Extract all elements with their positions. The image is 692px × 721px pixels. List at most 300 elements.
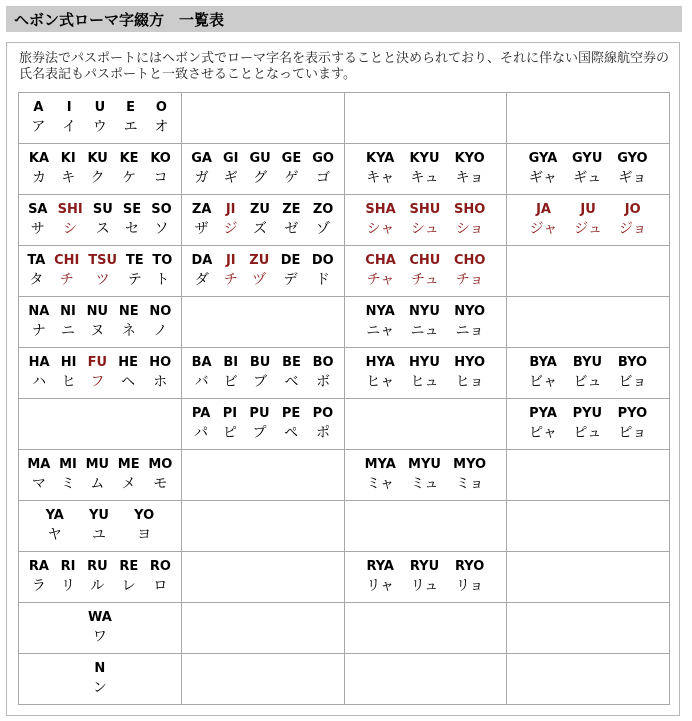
syllable-group (182, 399, 344, 449)
katakana-label: ビ (223, 374, 238, 390)
syllable-group (507, 195, 669, 245)
syllable-group (345, 246, 507, 296)
katakana-label: ギャ (528, 170, 557, 186)
syllable (124, 99, 138, 137)
syllable-group (19, 348, 181, 398)
katakana-label: カ (31, 170, 46, 186)
katakana-label: ン (92, 680, 107, 696)
syllable (282, 354, 301, 392)
romaji-label: PU (249, 406, 270, 421)
romaji-label: N (94, 661, 106, 676)
syllable (409, 303, 440, 341)
syllable (149, 303, 171, 341)
syllable-group (182, 348, 344, 398)
romaji-label: MYO (453, 457, 487, 472)
intro-text: 旅券法でパスポートにはヘボン式でローマ字名を表示することと決められており、それに伴ない国際線航空券の氏名表記もパスポートと一致させることとなっています。 (19, 51, 670, 82)
katakana-label: ル (90, 578, 105, 594)
syllable-group (19, 246, 181, 296)
romaji-label: CHA (365, 253, 396, 268)
romaji-label: SA (28, 202, 48, 217)
romaji-label: PI (222, 406, 238, 421)
syllable (454, 252, 485, 290)
romaji-label: KYU (409, 151, 440, 166)
table-cell (19, 501, 182, 552)
katakana-label: ピョ (618, 425, 647, 441)
table-cell (507, 93, 670, 144)
syllable-group (19, 195, 181, 245)
katakana-label: ジュ (574, 221, 602, 237)
table-cell (19, 297, 182, 348)
romaji-label: MU (85, 457, 110, 472)
katakana-label: ヨ (137, 527, 152, 543)
table-cell (181, 246, 344, 297)
romaji-label: DO (311, 253, 334, 268)
katakana-label: ピャ (529, 425, 558, 441)
katakana-label: ニ (60, 323, 75, 339)
syllable (249, 405, 269, 443)
content-box (6, 42, 680, 716)
table-cell (344, 195, 507, 246)
romaji-label: TA (27, 253, 46, 268)
table-cell (181, 603, 344, 654)
romaji-label: BO (312, 355, 334, 370)
table-cell (181, 195, 344, 246)
table-cell (507, 348, 670, 399)
syllable (148, 456, 172, 494)
syllable (154, 99, 168, 137)
syllable (61, 558, 76, 596)
syllable (223, 405, 237, 443)
syllable (93, 201, 113, 239)
syllable (31, 99, 45, 137)
romaji-label: E (126, 100, 136, 115)
romaji-label: BE (282, 355, 301, 370)
syllable (118, 354, 138, 392)
romaji-label: PO (312, 406, 334, 421)
katakana-label: リョ (455, 578, 484, 594)
syllable (123, 201, 141, 239)
romaji-label: HA (28, 355, 50, 370)
romaji-label: CHI (54, 253, 80, 268)
table-cell (181, 552, 344, 603)
romaji-label: MYU (408, 457, 441, 472)
syllable (28, 201, 47, 239)
romaji-label: PE (281, 406, 301, 421)
syllable-group (19, 501, 181, 551)
katakana-label: ミ (60, 476, 75, 492)
syllable (118, 456, 140, 494)
romaji-label: NYU (409, 304, 440, 319)
syllable (88, 609, 112, 647)
katakana-label: コ (153, 170, 168, 186)
romaji-label: SHU (409, 202, 441, 217)
table-row (19, 603, 670, 654)
syllable (29, 354, 50, 392)
table-cell (19, 144, 182, 195)
katakana-label: ニャ (366, 323, 395, 339)
katakana-label: キャ (366, 170, 395, 186)
table-row (19, 654, 670, 705)
katakana-label: シャ (366, 221, 395, 237)
romaji-label: I (66, 100, 72, 115)
syllable (574, 201, 602, 239)
table-row (19, 195, 670, 246)
syllable (150, 150, 171, 188)
katakana-label: ウ (92, 119, 107, 135)
romaji-label: FU (87, 355, 108, 370)
romaji-label: HYO (454, 355, 486, 370)
syllable-group (507, 144, 669, 194)
romaji-label: HYU (409, 355, 440, 370)
katakana-label: ゴ (316, 170, 331, 186)
table-cell (19, 195, 182, 246)
syllable (150, 558, 171, 596)
syllable (366, 303, 395, 341)
romaji-label: PA (191, 406, 211, 421)
syllable (618, 405, 648, 443)
syllable (93, 99, 107, 137)
romaji-label: RYA (366, 559, 394, 574)
syllable-group (19, 603, 181, 653)
katakana-label: ペ (284, 425, 299, 441)
table-cell (507, 246, 670, 297)
romaji-label: BYU (572, 355, 603, 370)
katakana-label: ベ (284, 374, 299, 390)
romaji-label: DE (280, 253, 301, 268)
syllable-group (507, 399, 669, 449)
romaji-label: CHU (409, 253, 441, 268)
table-cell (19, 93, 182, 144)
romaji-label: SO (151, 202, 172, 217)
katakana-label: ゾ (316, 221, 331, 237)
katakana-label: ギョ (618, 170, 647, 186)
katakana-label: ガ (194, 170, 209, 186)
syllable (87, 303, 108, 341)
romaji-label: GI (222, 151, 239, 166)
syllable (29, 150, 49, 188)
romaji-label: SHA (365, 202, 396, 217)
table-cell (344, 399, 507, 450)
katakana-label: ミュ (410, 476, 439, 492)
table-cell (344, 450, 507, 501)
romaji-label: RYO (454, 559, 485, 574)
romaji-label: PYA (529, 406, 557, 421)
katakana-label: ト (155, 272, 170, 288)
katakana-label: ヘ (121, 374, 136, 390)
syllable (250, 354, 270, 392)
katakana-label: ザ (194, 221, 209, 237)
romaji-label: KI (60, 151, 76, 166)
romaji-label: MO (148, 457, 173, 472)
syllable (313, 354, 334, 392)
romaji-label: BI (223, 355, 239, 370)
romaji-label: RO (149, 559, 171, 574)
katakana-label: ア (31, 119, 46, 135)
syllable (282, 201, 300, 239)
table-cell (344, 552, 507, 603)
romaji-label: CHO (453, 253, 486, 268)
syllable (62, 99, 76, 137)
katakana-label: ジョ (618, 221, 647, 237)
syllable (87, 150, 107, 188)
syllable (366, 150, 394, 188)
table-cell (181, 399, 344, 450)
romaji-label: ZU (249, 253, 270, 268)
syllable (88, 252, 117, 290)
katakana-label: チ (223, 272, 238, 288)
syllable (192, 201, 212, 239)
katakana-label: ギュ (573, 170, 602, 186)
romaji-label: GO (312, 151, 334, 166)
romaji-label: NE (118, 304, 139, 319)
syllable (365, 456, 396, 494)
katakana-label: シュ (410, 221, 439, 237)
syllable-group (19, 552, 181, 602)
table-cell (344, 501, 507, 552)
romaji-label: NO (149, 304, 172, 319)
romaji-label: HO (149, 355, 172, 370)
syllable-group (345, 348, 507, 398)
syllable-group (345, 552, 507, 602)
katakana-label: ニュ (410, 323, 439, 339)
romaji-label: BA (191, 355, 212, 370)
syllable (282, 150, 302, 188)
romaji-label: JU (580, 202, 596, 217)
syllable (410, 558, 439, 596)
table-cell (507, 195, 670, 246)
katakana-label: ナ (31, 323, 46, 339)
syllable (365, 252, 395, 290)
romaji-label: BU (249, 355, 271, 370)
syllable (120, 150, 139, 188)
katakana-label: ミャ (366, 476, 395, 492)
syllable (282, 405, 300, 443)
syllable (573, 405, 603, 443)
katakana-label: フ (90, 374, 105, 390)
syllable-group (19, 450, 181, 500)
katakana-label: リ (60, 578, 75, 594)
syllable (529, 150, 558, 188)
syllable (93, 660, 107, 698)
syllable (46, 507, 64, 545)
table-cell (181, 93, 344, 144)
syllable (126, 252, 144, 290)
romaji-label: YO (134, 508, 155, 523)
romaji-table (18, 92, 670, 705)
syllable (454, 354, 485, 392)
romaji-label: SHO (454, 202, 486, 217)
romaji-label: KYO (454, 151, 485, 166)
katakana-label: ソ (154, 221, 169, 237)
romaji-label: RA (28, 559, 49, 574)
table-cell (19, 603, 182, 654)
katakana-label: ダ (194, 272, 209, 288)
table-cell (181, 348, 344, 399)
romaji-label: JO (624, 202, 641, 217)
syllable (366, 558, 394, 596)
katakana-label: チョ (455, 272, 484, 288)
katakana-label: プ (252, 425, 267, 441)
syllable-group (345, 297, 507, 347)
katakana-label: サ (30, 221, 45, 237)
katakana-label: ゼ (284, 221, 299, 237)
table-cell (507, 552, 670, 603)
syllable-group (19, 93, 181, 143)
katakana-label: ピ (222, 425, 237, 441)
romaji-label: JI (225, 202, 236, 217)
romaji-label: JI (225, 253, 236, 268)
katakana-label: タ (29, 272, 44, 288)
syllable (86, 456, 110, 494)
romaji-label: JA (536, 202, 551, 217)
syllable (58, 201, 83, 239)
syllable-group (182, 246, 344, 296)
table-cell (507, 399, 670, 450)
syllable (151, 201, 171, 239)
table-cell (344, 603, 507, 654)
romaji-label: ZA (191, 202, 212, 217)
romaji-label: HYA (365, 355, 395, 370)
romaji-label: SE (122, 202, 142, 217)
katakana-label: ラ (31, 578, 46, 594)
romaji-label: PYU (572, 406, 603, 421)
katakana-label: ヒョ (455, 374, 484, 390)
table-cell (507, 654, 670, 705)
romaji-label: U (94, 100, 106, 115)
katakana-label: ゲ (284, 170, 299, 186)
romaji-label: RU (87, 559, 108, 574)
syllable (572, 150, 602, 188)
katakana-label: エ (123, 119, 138, 135)
katakana-label: ケ (122, 170, 137, 186)
syllable-group (345, 450, 507, 500)
katakana-label: チ (59, 272, 74, 288)
syllable (281, 252, 301, 290)
romaji-label: RI (60, 559, 76, 574)
syllable (192, 405, 210, 443)
romaji-label: NA (28, 304, 50, 319)
syllable (27, 456, 50, 494)
syllable (409, 252, 440, 290)
katakana-label: ホ (153, 374, 168, 390)
katakana-label: ロ (153, 578, 168, 594)
romaji-label: KO (150, 151, 171, 166)
romaji-label: O (155, 100, 167, 115)
syllable (152, 252, 172, 290)
syllable (529, 354, 557, 392)
katakana-label: ミョ (455, 476, 484, 492)
table-cell (344, 297, 507, 348)
table-cell (344, 348, 507, 399)
syllable (54, 252, 79, 290)
syllable (365, 201, 395, 239)
syllable (61, 354, 77, 392)
table-row (19, 93, 670, 144)
romaji-label: BYO (617, 355, 648, 370)
katakana-label: ニョ (455, 323, 484, 339)
syllable (87, 558, 108, 596)
katakana-label: ピュ (573, 425, 602, 441)
syllable (224, 201, 238, 239)
syllable (61, 150, 76, 188)
romaji-label: DA (191, 253, 213, 268)
romaji-label: RE (119, 559, 139, 574)
table-cell (19, 399, 182, 450)
table-cell (19, 246, 182, 297)
syllable-group (507, 348, 669, 398)
romaji-label: MA (27, 457, 51, 472)
katakana-label: ショ (455, 221, 484, 237)
syllable (454, 201, 485, 239)
katakana-label: キュ (410, 170, 439, 186)
syllable (88, 354, 107, 392)
romaji-label: TSU (88, 253, 118, 268)
syllable (409, 201, 440, 239)
katakana-label: ク (90, 170, 105, 186)
katakana-label: ヒャ (366, 374, 395, 390)
syllable (250, 201, 270, 239)
katakana-label: セ (125, 221, 140, 237)
table-cell (181, 450, 344, 501)
romaji-label: HE (118, 355, 139, 370)
katakana-label: ネ (121, 323, 136, 339)
syllable-group (19, 654, 181, 704)
syllable-group (19, 297, 181, 347)
katakana-label: ビュ (573, 374, 602, 390)
syllable (89, 507, 109, 545)
katakana-label: チャ (366, 272, 395, 288)
table-row (19, 501, 670, 552)
syllable (409, 150, 439, 188)
romaji-label: NYA (365, 304, 395, 319)
table-cell (507, 603, 670, 654)
katakana-label: モ (153, 476, 168, 492)
syllable-group (345, 195, 507, 245)
syllable (224, 252, 238, 290)
table-cell (344, 144, 507, 195)
romaji-label: ZO (312, 202, 334, 217)
syllable (29, 558, 49, 596)
katakana-label: リャ (366, 578, 395, 594)
syllable (191, 150, 212, 188)
table-cell (19, 348, 182, 399)
romaji-label: KA (28, 151, 50, 166)
katakana-label: ヒュ (410, 374, 439, 390)
katakana-label: ム (90, 476, 105, 492)
katakana-label: ジ (223, 221, 238, 237)
romaji-label: ZE (282, 202, 301, 217)
table-row (19, 297, 670, 348)
syllable (619, 201, 647, 239)
syllable (617, 150, 647, 188)
romaji-label: GE (281, 151, 302, 166)
syllable-group (182, 144, 344, 194)
table-row (19, 348, 670, 399)
katakana-label: ビョ (618, 374, 647, 390)
romaji-label: BYA (529, 355, 557, 370)
syllable (28, 303, 49, 341)
katakana-label: チュ (411, 272, 439, 288)
katakana-label: オ (154, 119, 169, 135)
syllable (366, 354, 395, 392)
syllable (149, 354, 171, 392)
katakana-label: ワ (92, 629, 107, 645)
katakana-label: キョ (455, 170, 484, 186)
table-cell (507, 297, 670, 348)
syllable (60, 303, 76, 341)
table-cell (344, 654, 507, 705)
romaji-label: PYO (617, 406, 648, 421)
